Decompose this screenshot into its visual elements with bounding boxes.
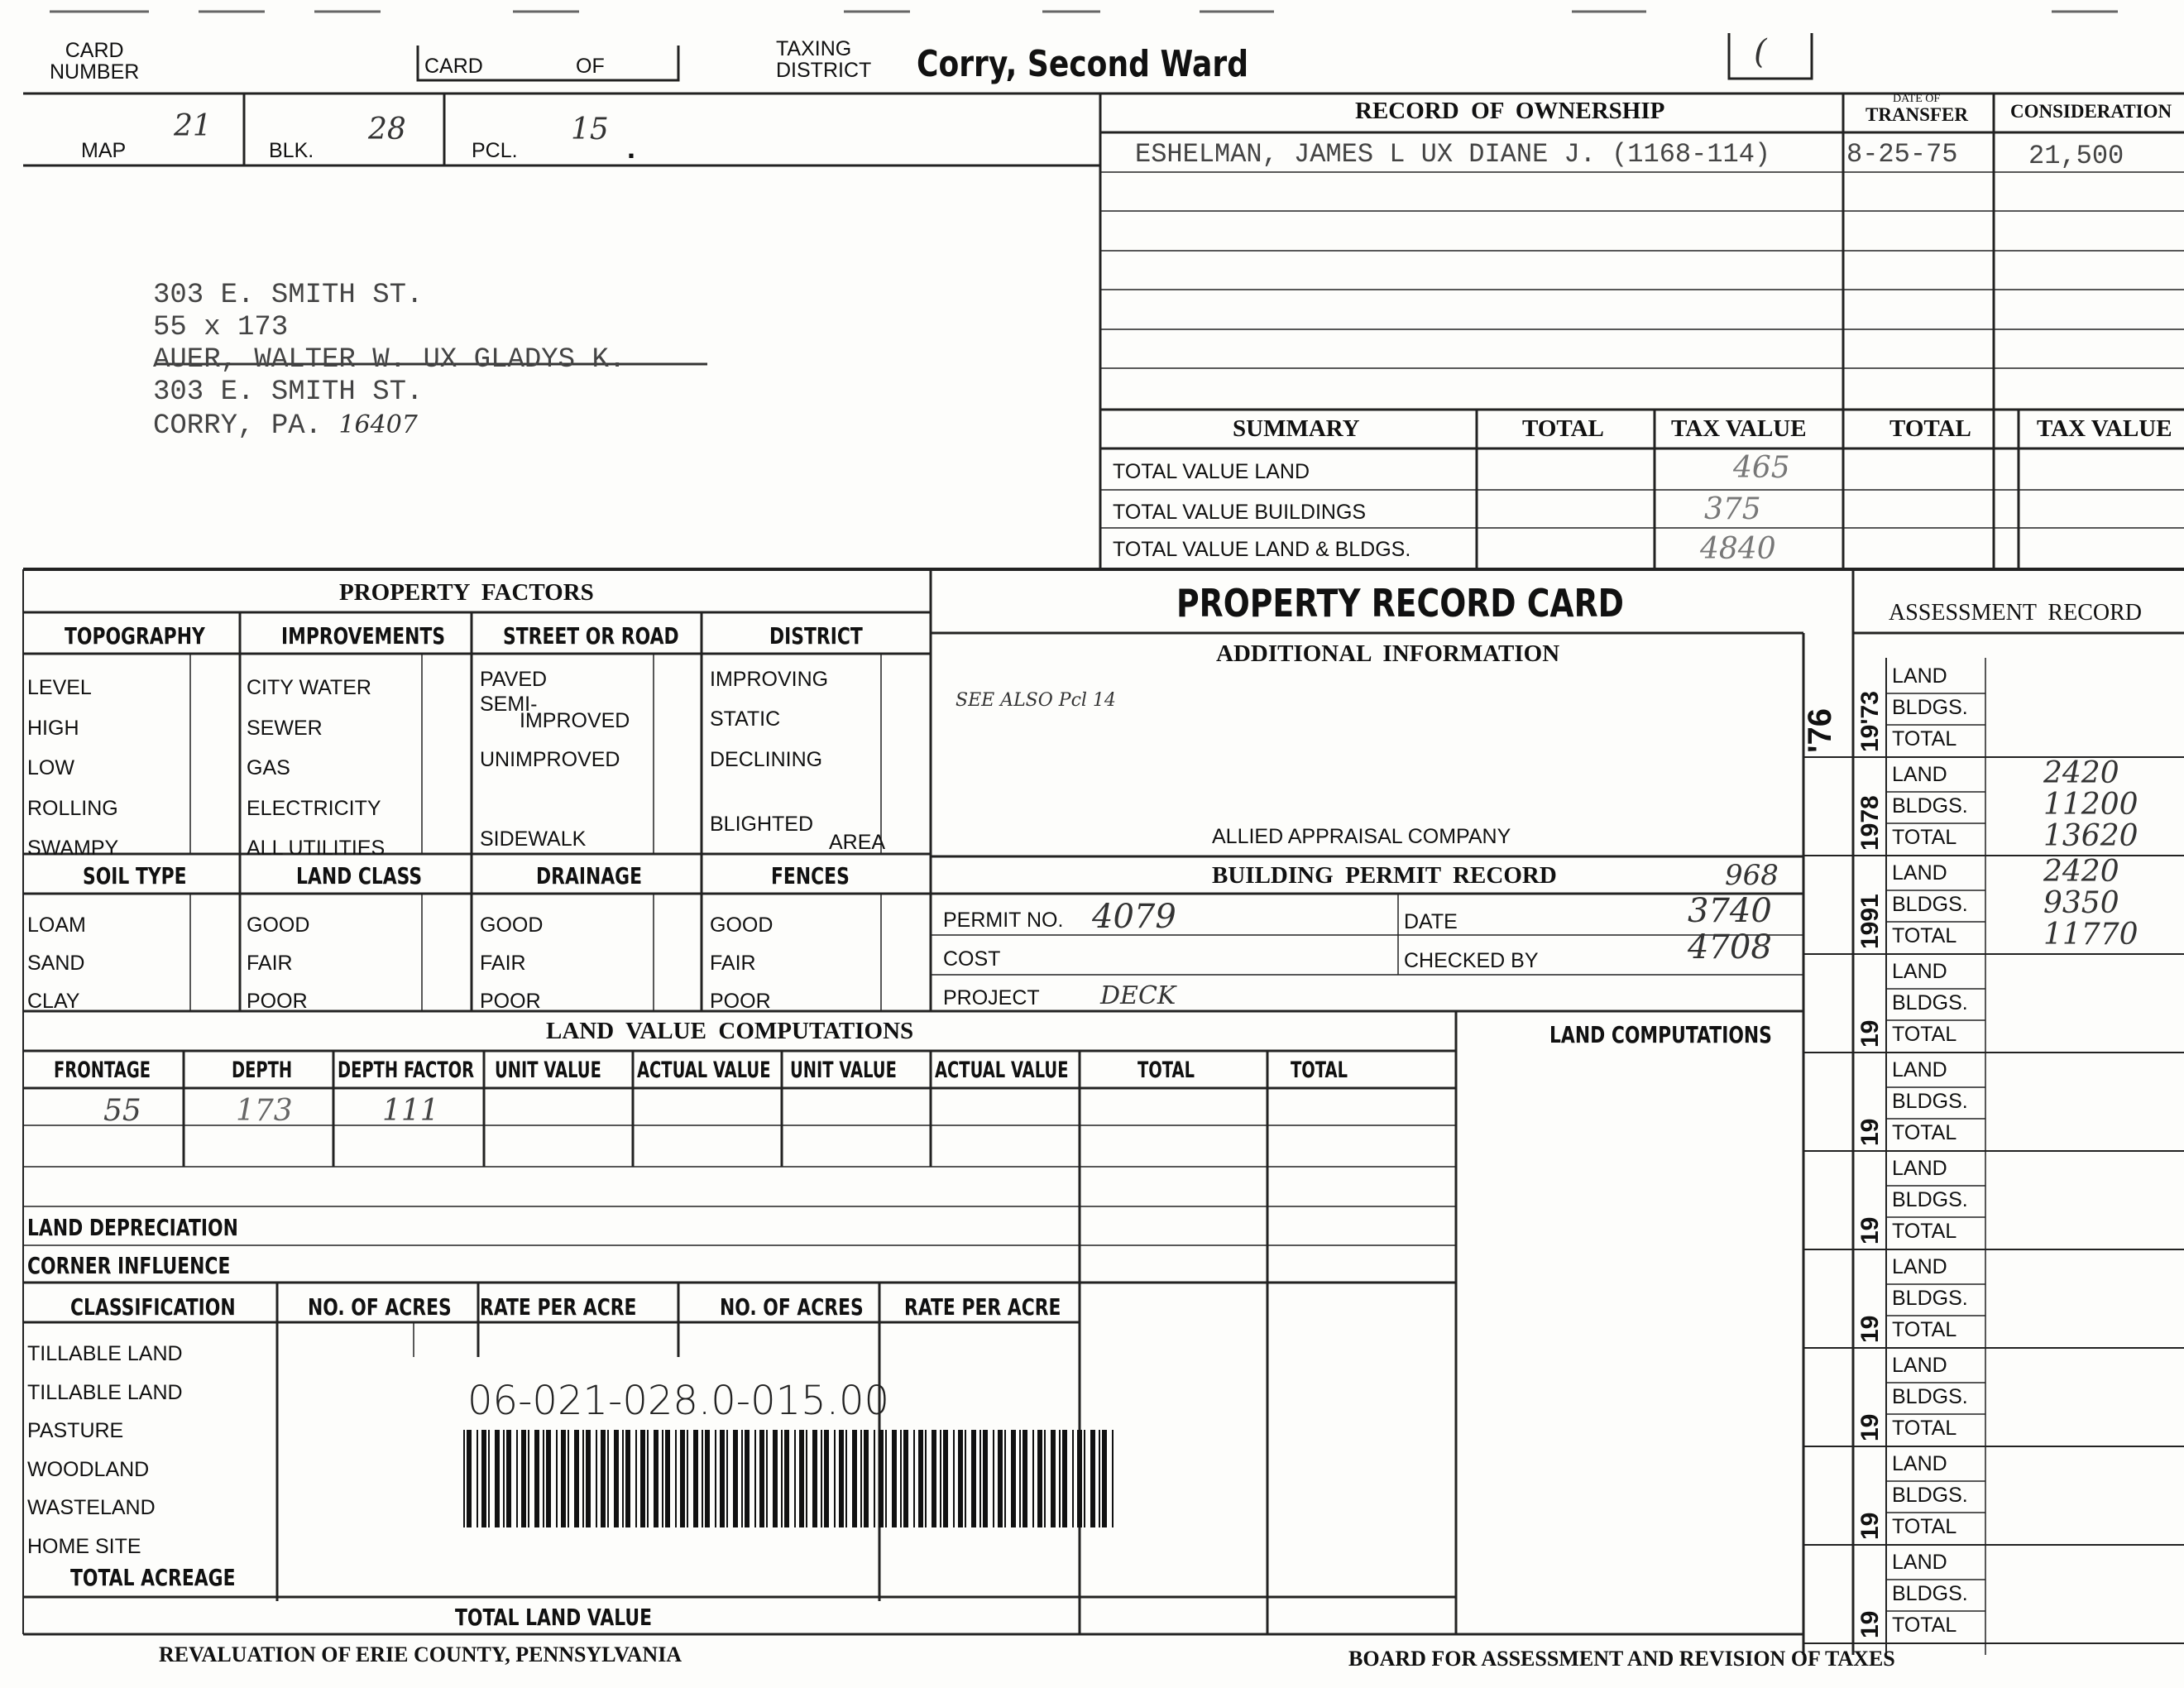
barcode-image [463,1430,1121,1533]
barcode-bar [918,1430,923,1527]
assessment-total-label: TOTAL [1892,1023,1957,1046]
land-value-header: UNIT VALUE [495,1057,601,1083]
card-number-label: CARD NUMBER [50,39,140,84]
address-line-1: 303 E. SMITH ST. [153,280,424,311]
assessment-total-label: TOTAL [1892,1515,1957,1538]
barcode-bar [741,1430,743,1527]
additional-info-title: ADDITIONAL INFORMATION [1216,640,1560,667]
barcode-bar [635,1430,637,1527]
depth-factor-value: 111 [382,1094,439,1128]
assessment-year: 19 [1856,1315,1884,1343]
barcode-bar [864,1430,869,1527]
barcode-bar [607,1430,609,1527]
improvements-item: ALL UTILITIES [247,837,386,860]
assessment-land-label: LAND [1892,1255,1947,1278]
land-class-header: LAND CLASS [296,862,423,890]
street-unimproved: UNIMPROVED [480,748,620,771]
topography-item: ROLLING [27,796,118,820]
assessment-land-label: LAND [1892,1058,1947,1081]
barcode-bar [1102,1430,1107,1527]
barcode-bar [759,1430,764,1527]
corner-influence-label: CORNER INFLUENCE [27,1252,231,1279]
no-of-acres-header: NO. OF ACRES [308,1293,452,1321]
project-value: DECK [1100,981,1176,1010]
barcode-bar [1099,1430,1100,1527]
permit-cost-label: COST [943,947,1001,971]
summary-title: SUMMARY [1233,415,1360,442]
land-value-header: ACTUAL VALUE [637,1057,771,1083]
frontage-value: 55 [103,1094,141,1128]
barcode-bar [745,1430,750,1527]
barcode-bar [834,1430,836,1527]
assessment-total-label: TOTAL [1892,1417,1957,1440]
appraiser-name: ALLIED APPRAISAL COMPANY [1212,825,1511,848]
barcode-bar [852,1430,857,1527]
barcode-bar [943,1430,948,1527]
topography-item: SWAMPY [27,837,119,860]
address-line-5: CORRY, PA. 16407 [153,410,418,442]
barcode-bar [528,1430,529,1527]
assessment-total-label: TOTAL [1892,1318,1957,1341]
assessment-year: 19 [1856,1512,1884,1540]
barcode-bar [622,1430,624,1527]
summary-row-land: TOTAL VALUE LAND [1113,460,1310,483]
barcode-bar [998,1430,1003,1527]
checked-by-label: CHECKED BY [1404,949,1539,972]
barcode-bar [654,1430,659,1527]
footer-right: BOARD FOR ASSESSMENT AND REVISION OF TAXES [1348,1647,1895,1671]
barcode-bar [705,1430,710,1527]
building-permit-title: BUILDING PERMIT RECORD [1212,862,1557,889]
barcode-bar [1077,1430,1082,1527]
taxing-district-label: TAXING DISTRICT [776,37,872,82]
summary-tax-value-header: TAX VALUE [1671,415,1807,442]
topography-item: LEVEL [27,676,92,699]
assessment-side-note: '76 [1802,707,1838,753]
assessment-bldgs-label: BLDGS. [1892,991,1968,1014]
barcode-bar [574,1430,579,1527]
assessment-year: 19 [1856,1118,1884,1146]
barcode-bar [993,1430,994,1527]
record-of-ownership-title: RECORD OF OWNERSHIP [1355,98,1665,124]
margin-number-4708: 4708 [1688,928,1772,966]
improvements-item: SEWER [247,716,323,740]
barcode-bar [845,1430,847,1527]
barcode-bar [521,1430,526,1527]
assessment-total-label: TOTAL [1892,1614,1957,1637]
district-header: DISTRICT [769,622,863,650]
barcode-bar [885,1430,887,1527]
assessment-land-label: LAND [1892,861,1947,885]
assessment-year: 19 [1856,1413,1884,1441]
barcode-bar [715,1430,716,1527]
card-number-mark: ( [1754,33,1767,71]
assessment-total-value: 13620 [2043,819,2138,853]
topography-item: LOW [27,756,74,779]
assessment-record-title: ASSESSMENT RECORD [1889,600,2143,626]
barcode-bar [900,1430,902,1527]
barcode-bar [1112,1430,1114,1527]
land-value-header: DEPTH FACTOR [338,1057,475,1083]
map-value: 21 [174,109,212,143]
barcode-bar [794,1430,796,1527]
barcode-bar [1090,1430,1095,1527]
land-depreciation-label: LAND DEPRECIATION [27,1214,238,1241]
rate-per-acre-header: RATE PER ACRE [480,1293,637,1321]
blk-label: BLK. [269,139,314,162]
summary-tax-buildings: 375 [1704,492,1761,526]
barcode-bar [481,1430,486,1527]
summary-row-buildings: TOTAL VALUE BUILDINGS [1113,501,1367,524]
barcode-bar [675,1430,677,1527]
assessment-bldgs-label: BLDGS. [1892,1090,1968,1113]
drainage-list: GOOD FAIR POOR [480,914,544,1013]
barcode-bar [687,1430,688,1527]
pcl-label: PCL. [472,139,518,162]
total-acreage-label: TOTAL ACREAGE [70,1564,236,1591]
drainage-header: DRAINAGE [536,862,643,890]
barcode-bar [860,1430,862,1527]
barcode-bar [568,1430,569,1527]
assessment-year: 1991 [1856,894,1884,949]
topography-item: HIGH [27,716,79,740]
barcode-bar [983,1430,988,1527]
barcode-bar [812,1430,817,1527]
barcode-bar [1037,1430,1042,1527]
barcode-bar [1072,1430,1074,1527]
barcode-bar [702,1430,703,1527]
assessment-land-label: LAND [1892,960,1947,983]
barcode-bar [582,1430,584,1527]
barcode-bar [463,1430,465,1527]
barcode-bar [647,1430,649,1527]
land-computations-title: LAND COMPUTATIONS [1549,1021,1772,1048]
summary-total-header-2: TOTAL [1889,415,1971,442]
barcode-bar [662,1430,663,1527]
assessment-total-label: TOTAL [1892,727,1957,750]
land-value-header: FRONTAGE [54,1057,151,1083]
barcode-bar [534,1430,539,1527]
street-sidewalk: SIDEWALK [480,827,587,851]
district-area: AREA [829,831,886,854]
barcode-bar [958,1430,963,1527]
barcode-bar [733,1430,738,1527]
property-factors-title: PROPERTY FACTORS [339,579,594,606]
barcode-bar [953,1430,955,1527]
barcode-bar [477,1430,478,1527]
barcode-bar [601,1430,606,1527]
card-label: CARD [424,55,483,78]
land-value-header: UNIT VALUE [790,1057,897,1083]
barcode-bar [1059,1430,1061,1527]
barcode-bar [879,1430,884,1527]
assessment-total-label: TOTAL [1892,826,1957,849]
assessment-bldgs-value: 9350 [2043,886,2119,920]
barcode-bar [720,1430,725,1527]
summary-tax-value-header-2: TAX VALUE [2037,415,2172,442]
barcode-bar [892,1430,897,1527]
footer-left: REVALUATION OF ERIE COUNTY, PENNSYLVANIA [159,1642,682,1666]
barcode-bar [925,1430,927,1527]
summary-row-land-bldgs: TOTAL VALUE LAND & BLDGS. [1113,538,1411,561]
summary-tax-total: 4840 [1700,532,1776,566]
owner-name: ESHELMAN, JAMES L UX DIANE J. (1168-114) [1135,139,1771,170]
barcode-bar [903,1430,908,1527]
assessment-year: 19 [1856,1019,1884,1048]
barcode-bar [1011,1430,1016,1527]
assessment-land-label: LAND [1892,1354,1947,1377]
rate-per-acre-header-2: RATE PER ACRE [904,1293,1061,1321]
district-static: STATIC [710,707,781,731]
summary-total-header: TOTAL [1522,415,1604,442]
classification-header: CLASSIFICATION [70,1293,236,1321]
barcode-bar [614,1430,619,1527]
assessment-land-label: LAND [1892,664,1947,688]
barcode-bar [1032,1430,1034,1527]
no-of-acres-header-2: NO. OF ACRES [720,1293,864,1321]
margin-number-3740: 3740 [1688,892,1772,930]
blk-value: 28 [368,113,406,146]
barcode-bar [766,1430,768,1527]
assessment-bldgs-label: BLDGS. [1892,1287,1968,1310]
barcode-bar [1023,1430,1027,1527]
barcode-handwritten-id: 06-021-028.0-015.00 [467,1378,890,1424]
assessment-total-label: TOTAL [1892,1121,1957,1144]
property-record-card-title: PROPERTY RECORD CARD [1176,581,1624,626]
land-value-header: TOTAL [1138,1057,1195,1083]
assessment-year: 19'73 [1856,691,1884,752]
assessment-year: 1978 [1856,795,1884,851]
assessment-bldgs-label: BLDGS. [1892,1188,1968,1211]
consideration-header: CONSIDERATION [2010,101,2172,122]
soil-type-header: SOIL TYPE [83,862,187,890]
barcode-bar [784,1430,789,1527]
consideration-value: 21,500 [2028,141,2124,171]
barcode-bar [693,1430,698,1527]
permit-no-value: 4079 [1092,898,1176,936]
improvements-item: ELECTRICITY [247,796,381,820]
barcode-bar [773,1430,778,1527]
barcode-bar [839,1430,844,1527]
margin-number-968: 968 [1725,859,1779,892]
barcode-bar [546,1430,551,1527]
fences-list: GOOD FAIR POOR [710,914,774,1013]
soil-list: LOAM SAND CLAY [27,914,86,1013]
total-land-value-label: TOTAL LAND VALUE [455,1604,653,1631]
additional-info-note: SEE ALSO Pcl 14 [956,690,1116,711]
assessment-land-label: LAND [1892,1551,1947,1574]
barcode-bar [726,1430,728,1527]
address-line-3-struck: AUER, WALTER W. UX GLADYS K. [153,344,626,376]
barcode-bar [1019,1430,1021,1527]
assessment-year: 19 [1856,1610,1884,1638]
transfer-date: 8-25-75 [1846,139,1958,170]
barcode-bar [516,1430,518,1527]
barcode-bar [821,1430,822,1527]
barcode-bar [806,1430,807,1527]
barcode-bar [556,1430,558,1527]
improvements-list [247,668,385,869]
barcode-bar [932,1430,936,1527]
street-header: STREET OR ROAD [503,622,679,650]
barcode-bar [640,1430,645,1527]
barcode-bar [1004,1430,1006,1527]
address-line-2: 55 x 173 [153,312,289,343]
assessment-bldgs-label: BLDGS. [1892,1385,1968,1408]
assessment-bldgs-label: BLDGS. [1892,1484,1968,1507]
map-label: MAP [81,139,127,162]
barcode-bar [495,1430,500,1527]
transfer-header: TRANSFER [1866,104,1968,125]
barcode-bar [799,1430,804,1527]
barcode-bar [680,1430,685,1527]
depth-value: 173 [236,1094,293,1128]
barcode-bar [1051,1430,1056,1527]
fences-header: FENCES [771,862,850,890]
barcode-bar [467,1430,472,1527]
topography-list [27,668,118,869]
assessment-total-label: TOTAL [1892,1220,1957,1243]
barcode-bar [781,1430,783,1527]
assessment-bldgs-value: 11200 [2043,788,2138,822]
barcode-bar [754,1430,756,1527]
barcode-bar [874,1430,875,1527]
street-paved: PAVED [480,668,548,691]
pcl-dot: . [627,131,636,165]
barcode-bar [971,1430,976,1527]
barcode-bar [488,1430,490,1527]
classification-list: TILLABLE LAND TILLABLE LAND PASTURE WOODLAND WASTELAND HOME SITE [27,1342,183,1558]
assessment-land-label: LAND [1892,763,1947,786]
assessment-bldgs-label: BLDGS. [1892,1582,1968,1605]
barcode-bar [586,1430,591,1527]
assessment-land-value: 2420 [2043,855,2119,889]
improvements-header: IMPROVEMENTS [281,622,446,650]
topography-header: TOPOGRAPHY [65,622,205,650]
pcl-value: 15 [571,113,609,146]
barcode-bar [665,1430,670,1527]
property-address [153,280,625,443]
barcode-bar [1084,1430,1085,1527]
street-semi: SEMI- [480,693,538,716]
land-value-header: TOTAL [1291,1057,1348,1083]
district-declining: DECLINING [710,748,823,771]
barcode-bar [506,1430,511,1527]
barcode-bar [1062,1430,1067,1527]
assessment-bldgs-label: BLDGS. [1892,794,1968,818]
barcode-bar [503,1430,505,1527]
assessment-total-label: TOTAL [1892,924,1957,947]
barcode-bar [824,1430,829,1527]
barcode-bar [561,1430,566,1527]
summary-tax-land: 465 [1733,451,1790,485]
land-value-header: ACTUAL VALUE [935,1057,1069,1083]
street-improved: IMPROVED [520,709,630,732]
barcode-bar [625,1430,630,1527]
barcode-bar [940,1430,941,1527]
of-label: OF [576,55,605,78]
barcode-bar [979,1430,981,1527]
barcode-bar [596,1430,597,1527]
land-value-header: DEPTH [232,1057,293,1083]
barcode-bar [965,1430,966,1527]
date-of-label: DATE OF [1893,93,1941,105]
assessment-bldgs-label: BLDGS. [1892,893,1968,916]
barcode-bar [1044,1430,1046,1527]
taxing-district-value: Corry, Second Ward [917,43,1249,85]
assessment-total-value: 11770 [2043,918,2138,952]
district-blighted: BLIGHTED [710,813,814,836]
assessment-land-label: LAND [1892,1452,1947,1475]
assessment-land-value: 2420 [2043,756,2119,790]
address-line-4: 303 E. SMITH ST. [153,376,424,408]
land-class-list: GOOD FAIR POOR [247,914,310,1013]
assessment-year: 19 [1856,1216,1884,1244]
improvements-item: GAS [247,756,290,779]
district-improving: IMPROVING [710,668,829,691]
barcode-bar [913,1430,915,1527]
improvements-item: CITY WATER [247,676,371,699]
assessment-bldgs-label: BLDGS. [1892,696,1968,719]
permit-no-label: PERMIT NO. [943,909,1064,932]
land-value-title: LAND VALUE COMPUTATIONS [546,1018,914,1044]
assessment-land-label: LAND [1892,1157,1947,1180]
project-label: PROJECT [943,986,1040,1009]
barcode-bar [543,1430,544,1527]
permit-date-label: DATE [1404,910,1458,933]
